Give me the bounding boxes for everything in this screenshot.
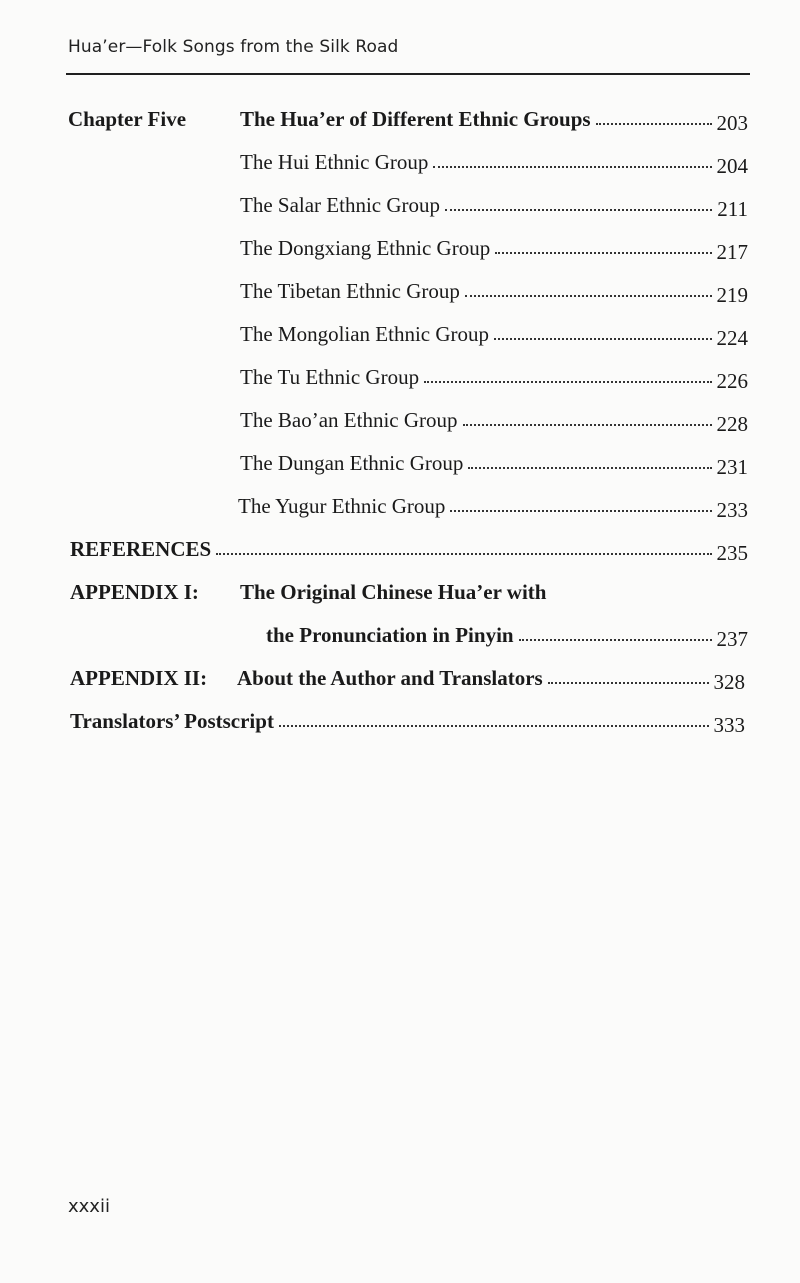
entry-title: The Dongxiang Ethnic Group (240, 236, 491, 260)
page-number: 228 (716, 412, 748, 436)
toc-entry[interactable] (240, 276, 748, 306)
dot-leader (279, 706, 709, 736)
appendix-label: APPENDIX I: (70, 580, 199, 604)
toc-entry[interactable] (240, 147, 748, 177)
dot-leader (450, 491, 711, 521)
entry-title: The Tibetan Ethnic Group (240, 279, 460, 303)
dot-leader (424, 362, 711, 392)
toc-row-references (0, 534, 800, 564)
dot-leader (596, 104, 712, 134)
toc-entry[interactable] (237, 663, 745, 693)
dot-leader (463, 405, 712, 435)
toc-entry[interactable] (266, 620, 748, 650)
page-number: 219 (716, 283, 748, 307)
toc-entry[interactable] (240, 405, 748, 435)
entry-title: The Dungan Ethnic Group (240, 451, 464, 475)
toc-entry[interactable] (238, 491, 748, 521)
page-number: 333 (713, 713, 745, 737)
entry-title: the Pronunciation in Pinyin (266, 623, 514, 647)
dot-leader (548, 663, 709, 693)
entry-title: The Salar Ethnic Group (240, 193, 441, 217)
page-number: 233 (716, 498, 748, 522)
toc-row-appendix-1-cont (0, 620, 800, 650)
toc-row-section (0, 405, 800, 435)
toc-entry[interactable] (240, 319, 748, 349)
toc-row-chapter-five (0, 104, 800, 134)
dot-leader (495, 233, 711, 263)
entry-title: The Bao’an Ethnic Group (240, 408, 458, 432)
page-number: 237 (716, 627, 748, 651)
dot-leader (445, 190, 712, 220)
toc-row-appendix-1 (0, 577, 800, 607)
toc-entry[interactable] (240, 362, 748, 392)
toc-row-appendix-2 (0, 663, 800, 693)
header-rule (66, 73, 750, 75)
page-number: 224 (716, 326, 748, 350)
toc-row-section (0, 319, 800, 349)
page-number: 204 (716, 154, 748, 178)
toc-row-section (0, 362, 800, 392)
toc-row-section (0, 276, 800, 306)
page-folio: xxxii (68, 1196, 110, 1217)
chapter-label: Chapter Five (68, 107, 187, 131)
dot-leader (433, 147, 711, 177)
dot-leader (519, 620, 712, 650)
entry-title: The Mongolian Ethnic Group (240, 322, 490, 346)
dot-leader (468, 448, 711, 478)
entry-title: The Hua’er of Different Ethnic Groups (240, 107, 591, 131)
entry-title: About the Author and Translators (237, 666, 543, 690)
toc-entry[interactable] (240, 104, 748, 134)
appendix-label: APPENDIX II: (70, 666, 208, 690)
page-number: 203 (716, 111, 748, 135)
toc-row-section (0, 190, 800, 220)
page-number: 235 (716, 541, 748, 565)
toc-row-postscript (0, 706, 800, 736)
page-number: 226 (716, 369, 748, 393)
entry-title: The Hui Ethnic Group (240, 150, 429, 174)
appendix-title-line1[interactable]: The Original Chinese Hua’er with (240, 580, 547, 604)
running-header: Hua’er—Folk Songs from the Silk Road (68, 37, 399, 57)
toc-entry[interactable] (240, 190, 748, 220)
entry-title: The Yugur Ethnic Group (238, 494, 446, 518)
dot-leader (494, 319, 711, 349)
page-number: 211 (717, 197, 748, 221)
dot-leader (216, 534, 711, 564)
page-number: 231 (716, 455, 748, 479)
entry-title: REFERENCES (70, 537, 212, 561)
entry-title: The Tu Ethnic Group (240, 365, 420, 389)
toc-row-section (0, 233, 800, 263)
toc-row-section (0, 491, 800, 521)
toc-row-section (0, 448, 800, 478)
toc-entry[interactable] (70, 534, 748, 564)
entry-title: Translators’ Postscript (70, 709, 274, 733)
page-number: 217 (716, 240, 748, 264)
dot-leader (465, 276, 712, 306)
toc-entry[interactable] (240, 233, 748, 263)
toc-entry[interactable] (240, 448, 748, 478)
page-number: 328 (713, 670, 745, 694)
toc-row-section (0, 147, 800, 177)
toc-entry[interactable] (70, 706, 745, 736)
